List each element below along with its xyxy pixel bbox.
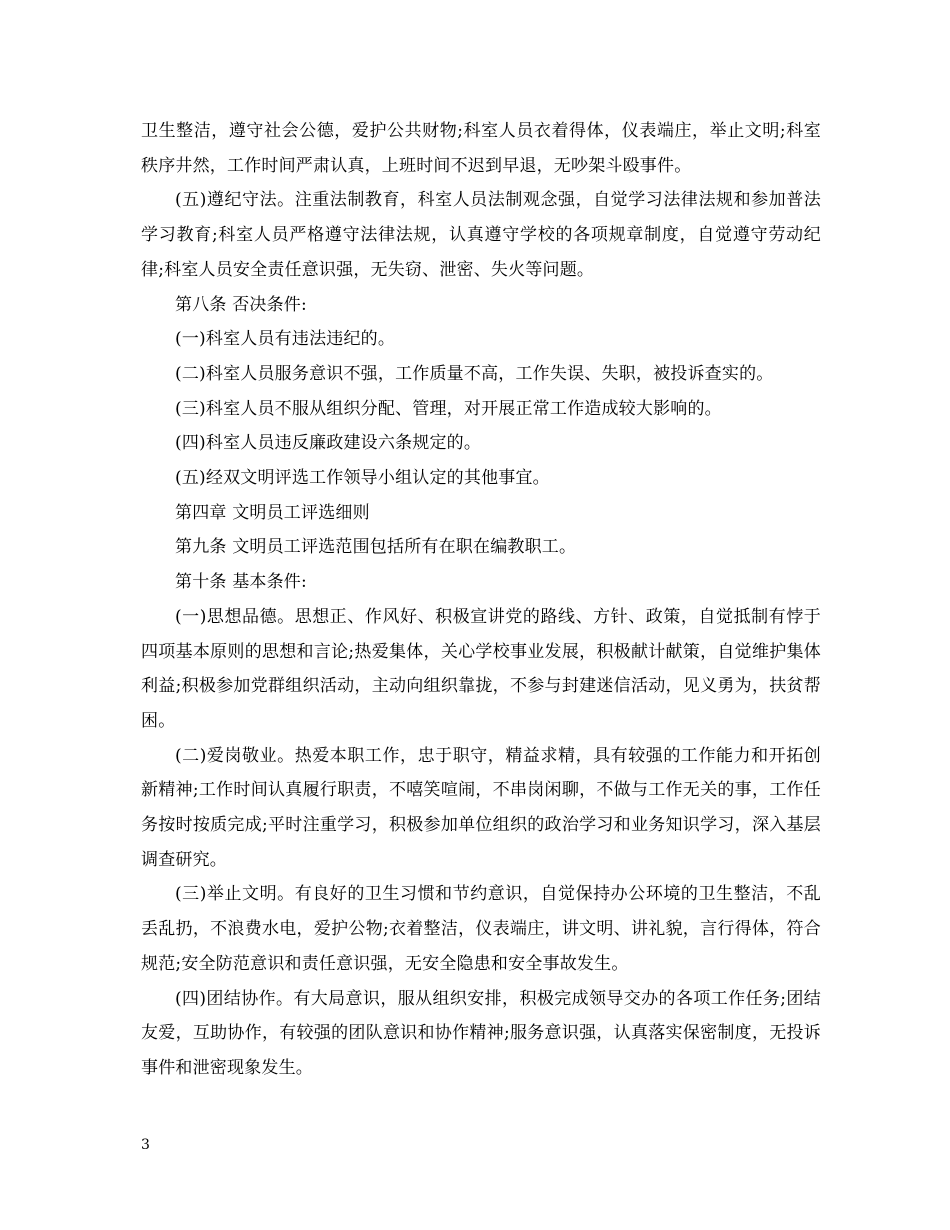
chapter-heading: 第四章 文明员工评选细则: [175, 502, 370, 523]
list-item: (一)科室人员有违法违纪的。: [175, 329, 396, 350]
list-item: (二)科室人员服务意识不强，工作质量不高，工作失误、失职，被投诉查实的。: [175, 363, 774, 384]
page-number: 3: [141, 1137, 150, 1153]
article-heading: 第十条 基本条件:: [175, 572, 307, 593]
list-item: (五)经双文明评选工作领导小组认定的其他事宜。: [175, 468, 550, 489]
paragraph: (三)举止文明。有良好的卫生习惯和节约意识，自觉保持办公环境的卫生整洁，不乱丢乱扔，不浪费水电，爱护公物;衣着整洁，仪表端庄，讲文明、讲礼貌，言行得体，符合规范;安全防范意识和责任意识强，无安全隐患和安全事故发生。: [141, 884, 821, 974]
article-heading: 第八条 否决条件:: [175, 294, 307, 315]
paragraph: (二)爱岗敬业。热爱本职工作，忠于职守，精益求精，具有较强的工作能力和开拓创新精神;工作时间认真履行职责，不嘻笑喧闹，不串岗闲聊，不做与工作无关的事，工作任务按时按质完成;平时注重学习，积极参加单位组织的政治学习和业务知识学习，深入基层调查研究。: [141, 745, 821, 870]
document-body: [141, 114, 821, 1086]
list-item: (四)科室人员违反廉政建设六条规定的。: [175, 433, 482, 454]
paragraph: (四)团结协作。有大局意识，服从组织安排，积极完成领导交办的各项工作任务;团结友爱，互助协作，有较强的团队意识和协作精神;服务意识强，认真落实保密制度，无投诉事件和泄密现象发生。: [141, 988, 821, 1078]
list-item: (三)科室人员不服从组织分配、管理，对开展正常工作造成较大影响的。: [175, 398, 722, 419]
paragraph: 卫生整洁，遵守社会公德，爱护公共财物;科室人员衣着得体，仪表端庄，举止文明;科室秩序井然，工作时间严肃认真，上班时间不迟到早退，无吵架斗殴事件。: [141, 121, 821, 176]
paragraph: (五)遵纪守法。注重法制教育，科室人员法制观念强，自觉学习法律法规和参加普法学习教育;科室人员严格遵守法律法规，认真遵守学校的各项规章制度，自觉遵守劳动纪律;科室人员安全责任意识强，无失窃、泄密、失火等问题。: [141, 190, 821, 280]
paragraph: (一)思想品德。思想正、作风好、积极宣讲党的路线、方针、政策，自觉抵制有悖于四项基本原则的思想和言论;热爱集体，关心学校事业发展，积极献计献策，自觉维护集体利益;积极参加党群组织活动，主动向组织靠拢，不参与封建迷信活动，见义勇为，扶贫帮困。: [141, 606, 821, 731]
article-heading: 第九条 文明员工评选范围包括所有在职在编教职工。: [175, 537, 577, 558]
